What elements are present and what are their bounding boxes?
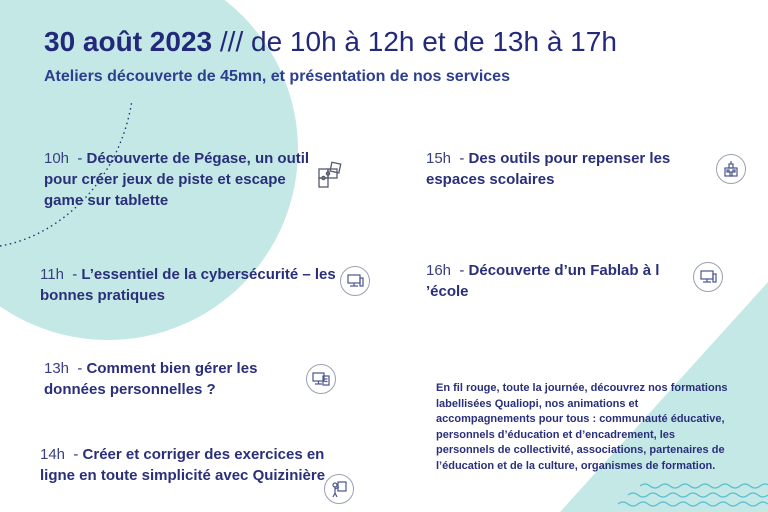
workshop-title: Créer et corriger des exercices en ligne en toute simplicité avec Quizinière: [40, 446, 326, 484]
page-title: [44, 26, 617, 58]
puzzle-icon: [316, 160, 346, 190]
workshop-time: 13h: [44, 360, 70, 377]
school-building-icon: [716, 154, 746, 184]
info-note: En fil rouge, toute la journée, découvrez nos formations labellisées Qualiopi, nos animations et accompagnements pour tous : communauté éducative, personnels d’éducation et d’encadrement, les personnels de collectivité, associations, partenaires de l’éducation et de la culture, organismes de formation.: [436, 382, 728, 472]
workshop-time: 14h: [40, 446, 66, 463]
workshop-title: Des outils pour repenser les espaces scolaires: [426, 150, 671, 188]
workshop-time: 15h: [426, 150, 452, 167]
workshop-item-donnees-personnelles: 13h - Comment bien gérer les données personnelles ?: [44, 360, 258, 398]
workshop-time: 10h: [44, 150, 70, 167]
workshop-title: L’essentiel de la cybersécurité – les bonnes pratiques: [40, 266, 336, 304]
monitor-document-icon: [306, 364, 336, 394]
workshop-title: Comment bien gérer les données personnelles ?: [44, 360, 258, 398]
page-subtitle: Ateliers découverte de 45mn, et présentation de nos services: [44, 68, 510, 85]
workshop-time: 11h: [40, 266, 64, 283]
workshop-item-fablab: 16h - Découverte d’un Fablab à l ’école: [426, 262, 660, 300]
event-date: 30 août 2023: [44, 26, 213, 57]
event-schedule: /// de 10h à 12h et de 13h à 17h: [219, 26, 617, 57]
workshop-item-espaces-scolaires: 15h - Des outils pour repenser les espaces scolaires: [426, 150, 671, 188]
workshop-title: Découverte d’un Fablab à l ’école: [426, 262, 660, 300]
computer-icon: [693, 262, 723, 292]
workshop-title: Découverte de Pégase, un outil pour créer jeux de piste et escape game sur tablette: [44, 150, 310, 209]
workshop-item-cybersecurite: 11h - L’essentiel de la cybersécurité – les bonnes pratiques: [40, 266, 336, 304]
person-board-icon: [324, 474, 354, 504]
workshop-item-pegase: 10h - Découverte de Pégase, un outil pour créer jeux de piste et escape game sur tablette: [44, 150, 310, 209]
computer-icon: [340, 266, 370, 296]
workshop-item-quiziniere: 14h - Créer et corriger des exercices en ligne en toute simplicité avec Quizinière: [40, 446, 326, 484]
workshop-time: 16h: [426, 262, 452, 279]
